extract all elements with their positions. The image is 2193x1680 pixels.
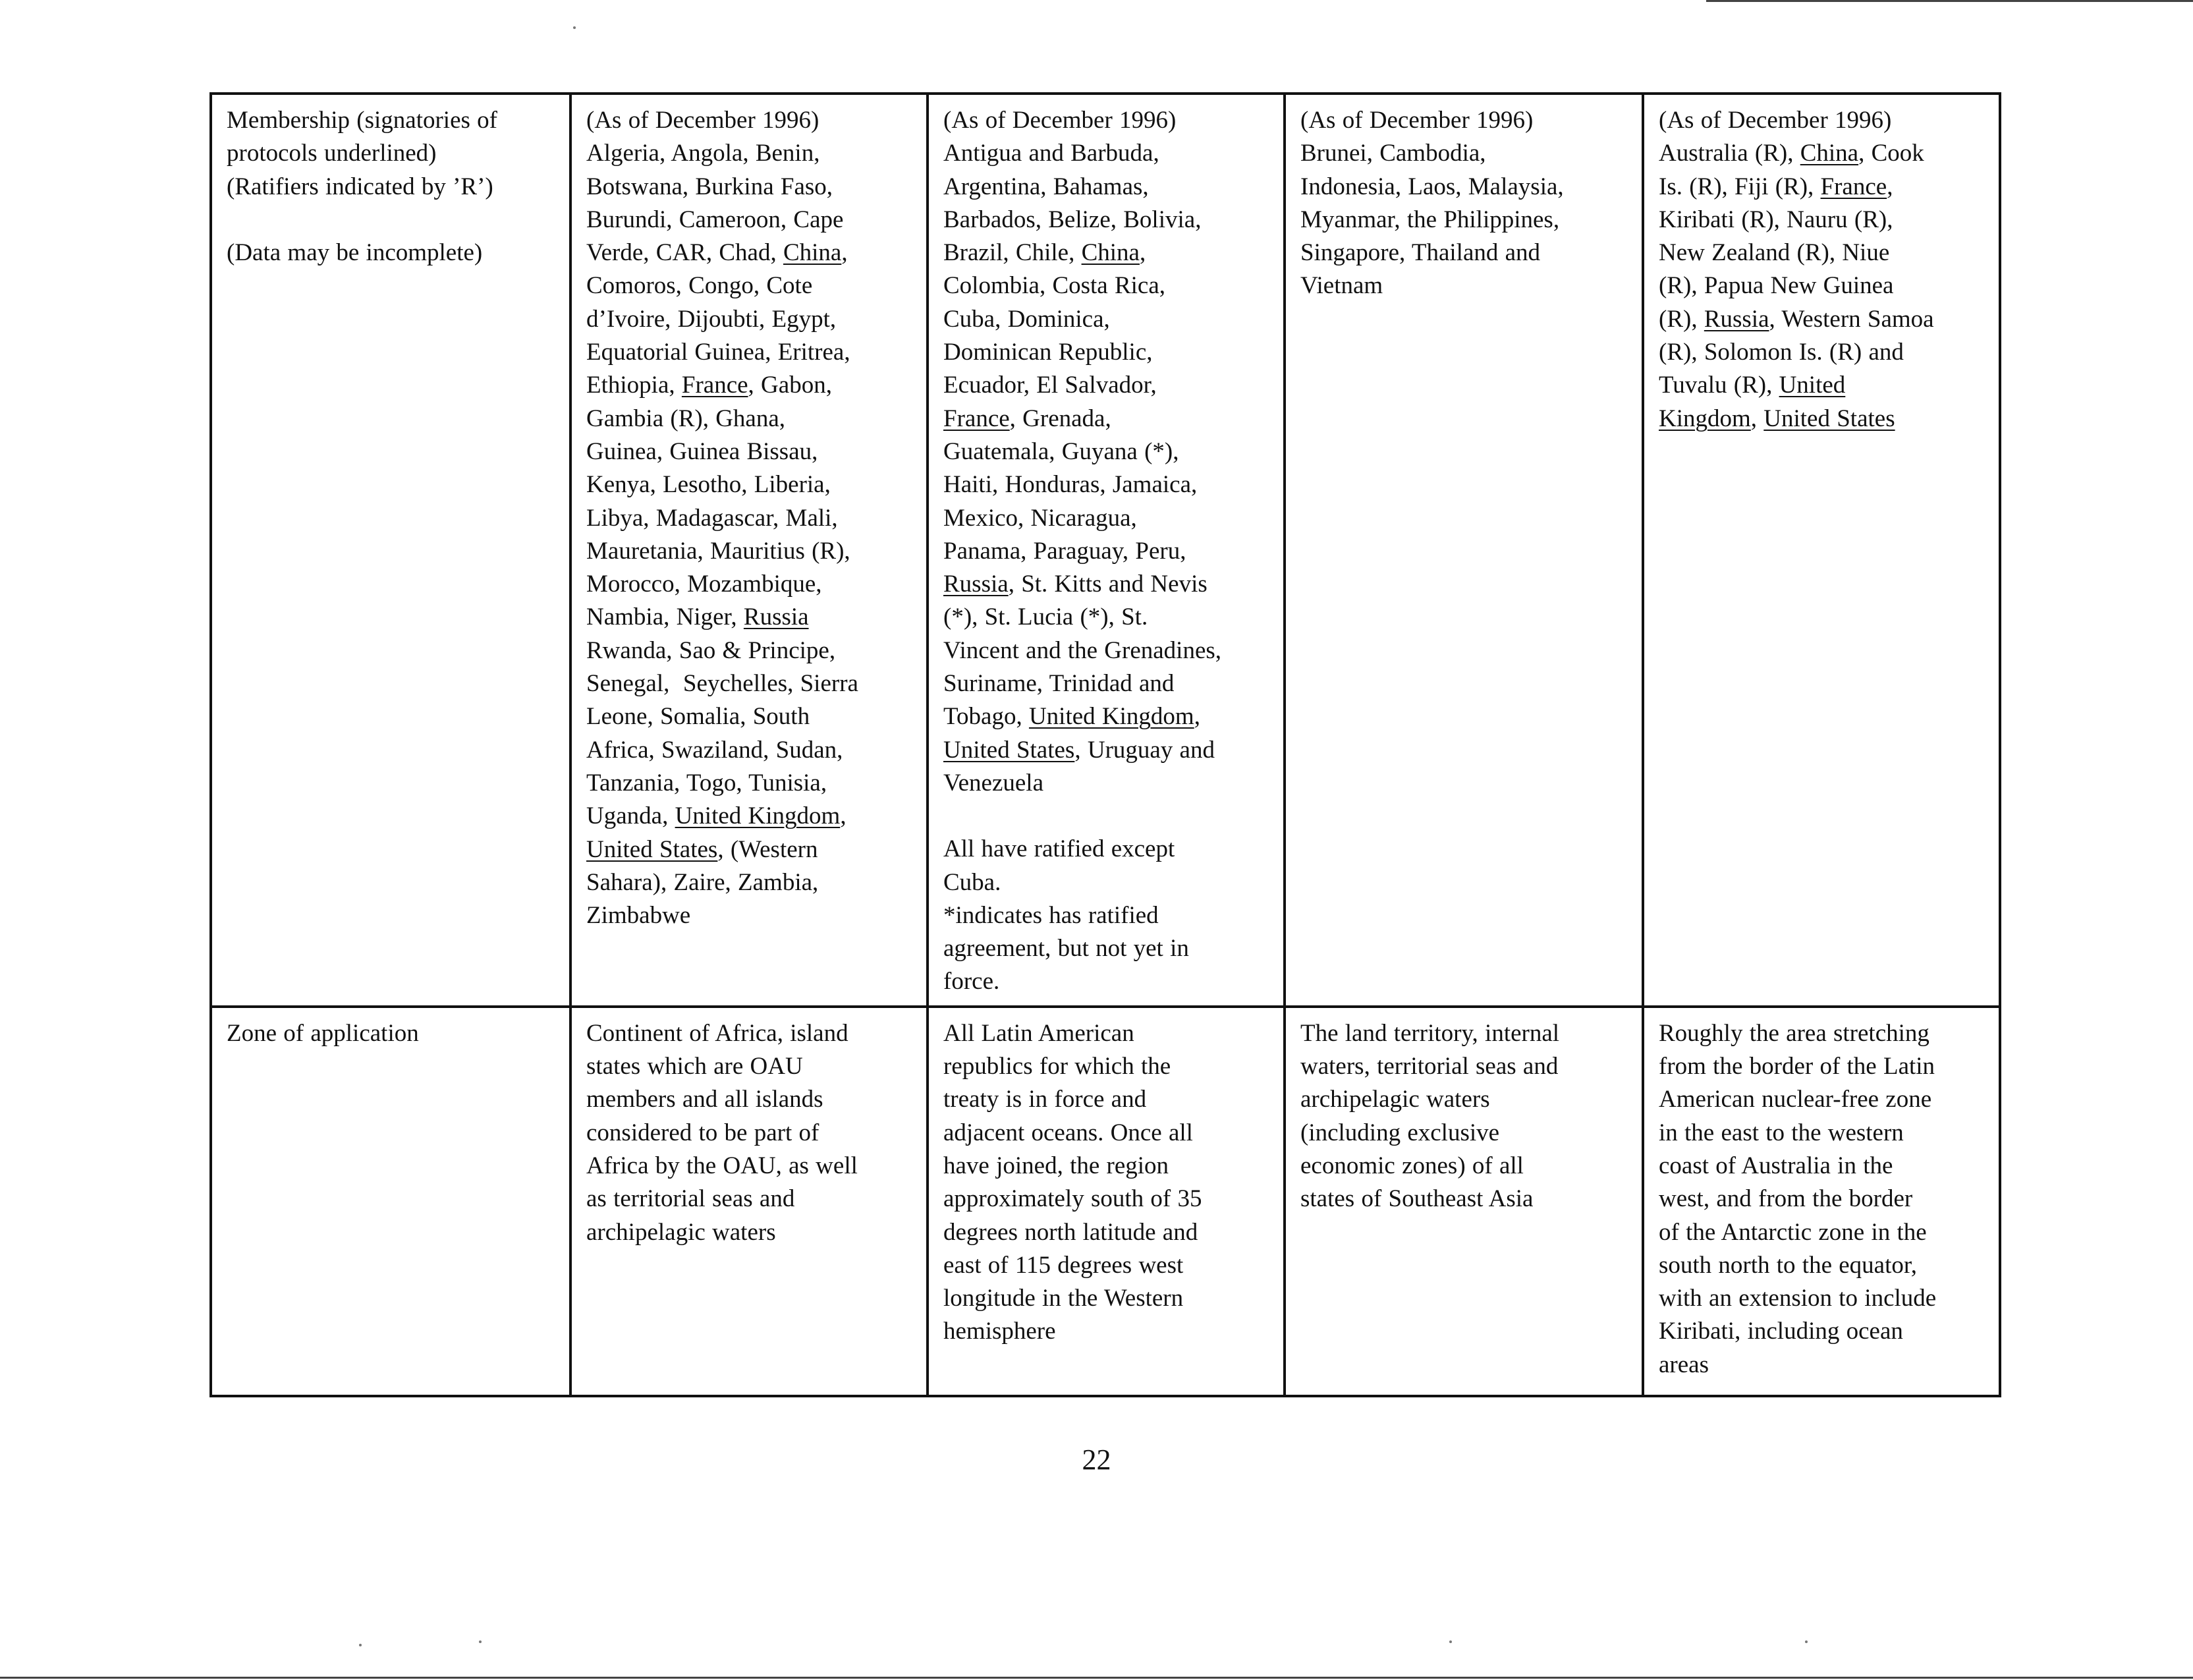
signatory-underline: United States <box>1763 405 1895 432</box>
cell-text-line: (*), St. Lucia (*), St. <box>943 603 1148 631</box>
cell-text-line: Membership (signatories of <box>227 107 497 134</box>
membership-south-pacific-cell <box>1643 94 2000 1007</box>
scan-speck <box>479 1640 482 1643</box>
cell-text-line: (As of December 1996) <box>943 107 1177 134</box>
cell-text-line: Roughly the area stretching <box>1659 1019 1929 1047</box>
treaty-comparison-table <box>209 92 2001 1397</box>
cell-text-line: degrees north latitude and <box>943 1218 1198 1246</box>
cell-text-line: Comoros, Congo, Cote <box>586 272 813 300</box>
cell-text-line: Nambia, Niger, Russia <box>586 603 809 631</box>
signatory-underline: Kingdom <box>1659 405 1751 432</box>
cell-text-line: Burundi, Cameroon, Cape <box>586 206 844 233</box>
cell-text-line: archipelagic waters <box>586 1218 776 1246</box>
cell-text-line: Tanzania, Togo, Tunisia, <box>586 769 827 797</box>
cell-text-line: Kiribati, including ocean <box>1659 1318 1903 1345</box>
cell-text-line: Singapore, Thailand and <box>1300 239 1541 267</box>
cell-text-line: Algeria, Angola, Benin, <box>586 140 820 167</box>
blank-line <box>943 800 1270 833</box>
cell-text-line: Verde, CAR, Chad, China, <box>586 239 848 267</box>
cell-text-line: (including exclusive <box>1300 1119 1500 1146</box>
cell-text-line: Russia, St. Kitts and Nevis <box>943 571 1208 598</box>
cell-text-line: as territorial seas and <box>586 1185 795 1213</box>
cell-text-line: have joined, the region <box>943 1152 1169 1179</box>
cell-text-line: Brunei, Cambodia, <box>1300 140 1486 167</box>
cell-text-line: members and all islands <box>586 1086 823 1113</box>
cell-text-line: of the Antarctic zone in the <box>1659 1218 1927 1246</box>
scan-speck <box>1805 1640 1808 1643</box>
scan-edge-rule-top <box>1706 0 2193 2</box>
cell-text-line: Zimbabwe <box>586 902 691 930</box>
cell-text-line: from the border of the Latin <box>1659 1053 1935 1080</box>
signatory-underline: United Kingdom <box>1028 703 1194 731</box>
cell-text-line: (R), Solomon Is. (R) and <box>1659 339 1904 366</box>
cell-text-line: south north to the equator, <box>1659 1251 1917 1279</box>
signatory-underline: United <box>1779 372 1846 399</box>
cell-text-line: The land territory, internal <box>1300 1019 1560 1047</box>
zone-label-cell <box>211 1007 570 1396</box>
cell-text-line: Tobago, United Kingdom, <box>943 703 1200 731</box>
cell-text-line: Vincent and the Grenadines, <box>943 636 1222 664</box>
cell-text-line: Cuba, Dominica, <box>943 305 1110 333</box>
cell-text-line: longitude in the Western <box>943 1285 1184 1312</box>
cell-text-line: Uganda, United Kingdom, <box>586 802 847 830</box>
signatory-underline: France <box>1820 173 1887 200</box>
cell-text-line: Vietnam <box>1300 272 1383 300</box>
membership-latin-america-cell <box>928 94 1285 1007</box>
cell-text-line: economic zones) of all <box>1300 1152 1524 1179</box>
cell-text-line: Brazil, Chile, China, <box>943 239 1146 267</box>
scan-speck <box>1449 1640 1452 1643</box>
signatory-underline: United States <box>586 835 718 863</box>
signatory-underline: United States <box>943 736 1075 764</box>
cell-text-line: American nuclear-free zone <box>1659 1086 1932 1113</box>
cell-text-line: force. <box>943 968 1000 995</box>
cell-text-line: hemisphere <box>943 1318 1056 1345</box>
cell-text-line: Suriname, Trinidad and <box>943 670 1175 698</box>
cell-text-line: New Zealand (R), Niue <box>1659 239 1890 267</box>
zone-south-pacific-cell <box>1643 1007 2000 1396</box>
zone-latin-america-cell <box>928 1007 1285 1396</box>
cell-text-line: Indonesia, Laos, Malaysia, <box>1300 173 1564 200</box>
cell-text-line: United States, Uruguay and <box>943 736 1215 764</box>
cell-text-line: Antigua and Barbuda, <box>943 140 1159 167</box>
cell-text-line: waters, territorial seas and <box>1300 1053 1559 1080</box>
cell-text-line: All have ratified except <box>943 835 1175 863</box>
cell-text-line: Africa, Swaziland, Sudan, <box>586 736 843 764</box>
signatory-underline: France <box>943 405 1010 432</box>
scan-speck <box>359 1644 362 1646</box>
cell-text-line: approximately south of 35 <box>943 1185 1202 1213</box>
cell-text-line: Haiti, Honduras, Jamaica, <box>943 471 1198 499</box>
page-number: 22 <box>1082 1443 1111 1476</box>
cell-text-line: Australia (R), China, Cook <box>1659 140 1924 167</box>
signatory-underline: China <box>1081 239 1140 267</box>
cell-text-line: east of 115 degrees west <box>943 1251 1184 1279</box>
cell-text-line: protocols underlined) <box>227 140 437 167</box>
cell-text-line: Morocco, Mozambique, <box>586 571 822 598</box>
cell-text-line: All Latin American <box>943 1019 1134 1047</box>
cell-text-line: (As of December 1996) <box>1659 107 1892 134</box>
cell-text-line: *indicates has ratified <box>943 901 1159 929</box>
scan-edge-rule-bottom <box>0 1677 2193 1679</box>
cell-text-line: Libya, Madagascar, Mali, <box>586 504 838 532</box>
table-row-membership <box>211 94 2000 1007</box>
table-row-zone-of-application <box>211 1007 2000 1396</box>
cell-text-line: d’Ivoire, Dijoubti, Egypt, <box>586 305 837 333</box>
zone-southeast-asia-cell <box>1285 1007 1643 1396</box>
cell-text-line: areas <box>1659 1351 1709 1378</box>
cell-text-line: coast of Australia in the <box>1659 1152 1893 1179</box>
cell-text-line: Guinea, Guinea Bissau, <box>586 437 818 465</box>
cell-text-line: Myanmar, the Philippines, <box>1300 206 1560 233</box>
membership-southeast-asia-cell <box>1285 94 1643 1007</box>
cell-text-line: Kenya, Lesotho, Liberia, <box>586 471 831 499</box>
zone-africa-cell <box>570 1007 928 1396</box>
cell-text-line: archipelagic waters <box>1300 1086 1490 1113</box>
signatory-underline: Russia <box>943 571 1009 598</box>
cell-text-line: Guatemala, Guyana (*), <box>943 437 1179 465</box>
cell-text-line: states which are OAU <box>586 1053 803 1080</box>
membership-label-cell <box>211 94 570 1007</box>
cell-text-line: (As of December 1996) <box>1300 107 1534 134</box>
cell-text-line: considered to be part of <box>586 1119 819 1146</box>
cell-text-line: agreement, but not yet in <box>943 935 1189 963</box>
cell-text-line: Ecuador, El Salvador, <box>943 372 1157 399</box>
cell-text-line: Dominican Republic, <box>943 339 1153 366</box>
cell-text-line: Sahara), Zaire, Zambia, <box>586 868 819 896</box>
cell-text-line: Cuba. <box>943 868 1001 896</box>
signatory-underline: Russia <box>743 603 809 631</box>
cell-text-line: (R), Russia, Western Samoa <box>1659 305 1934 333</box>
cell-text-line: (R), Papua New Guinea <box>1659 272 1894 300</box>
cell-text-line: in the east to the western <box>1659 1119 1904 1146</box>
cell-text-line: Is. (R), Fiji (R), France, <box>1659 173 1893 200</box>
membership-africa-cell <box>570 94 928 1007</box>
cell-text-line: Tuvalu (R), United <box>1659 372 1846 399</box>
cell-text-line: Continent of Africa, island <box>586 1019 848 1047</box>
cell-text-line: Ethiopia, France, Gabon, <box>586 372 832 399</box>
cell-text-line: Senegal, Seychelles, Sierra <box>586 670 858 698</box>
cell-text-line: Mauretania, Mauritius (R), <box>586 537 850 565</box>
cell-text-line: Venezuela <box>943 769 1044 797</box>
cell-text-line: Panama, Paraguay, Peru, <box>943 537 1186 565</box>
cell-text-line: Kiribati (R), Nauru (R), <box>1659 206 1893 233</box>
cell-text-line: Mexico, Nicaragua, <box>943 504 1137 532</box>
cell-text-line: United States, (Western <box>586 835 818 863</box>
signatory-underline: China <box>1800 140 1859 167</box>
cell-text-line: Equatorial Guinea, Eritrea, <box>586 339 850 366</box>
cell-text-line: Gambia (R), Ghana, <box>586 405 786 432</box>
signatory-underline: France <box>681 372 748 399</box>
cell-text-line: (As of December 1996) <box>586 107 819 134</box>
cell-text-line: France, Grenada, <box>943 405 1111 432</box>
cell-text-line: treaty is in force and <box>943 1086 1147 1113</box>
signatory-underline: United Kingdom <box>675 802 841 830</box>
cell-text-line: republics for which the <box>943 1053 1171 1080</box>
scan-speck <box>573 26 576 29</box>
cell-text-line: Zone of application <box>227 1019 419 1047</box>
cell-text-line: (Data may be incomplete) <box>227 238 483 266</box>
cell-text-line: Africa by the OAU, as well <box>586 1152 858 1179</box>
cell-text-line: Rwanda, Sao & Principe, <box>586 636 836 664</box>
signatory-underline: China <box>783 239 842 267</box>
cell-text-line: adjacent oceans. Once all <box>943 1119 1193 1146</box>
cell-text-line: Botswana, Burkina Faso, <box>586 173 833 200</box>
cell-text-line: west, and from the border <box>1659 1185 1913 1213</box>
signatory-underline: Russia <box>1704 305 1769 333</box>
cell-text-line: Colombia, Costa Rica, <box>943 272 1166 300</box>
cell-text-line: Barbados, Belize, Bolivia, <box>943 206 1202 233</box>
cell-text-line: Leone, Somalia, South <box>586 703 810 731</box>
cell-text-line: Argentina, Bahamas, <box>943 173 1149 200</box>
cell-text-line: (Ratifiers indicated by ’R’) <box>227 173 493 200</box>
cell-text-line: states of Southeast Asia <box>1300 1185 1534 1213</box>
cell-text-line: with an extension to include <box>1659 1285 1937 1312</box>
blank-line <box>227 204 556 237</box>
cell-text-line: Kingdom, United States <box>1659 405 1895 432</box>
